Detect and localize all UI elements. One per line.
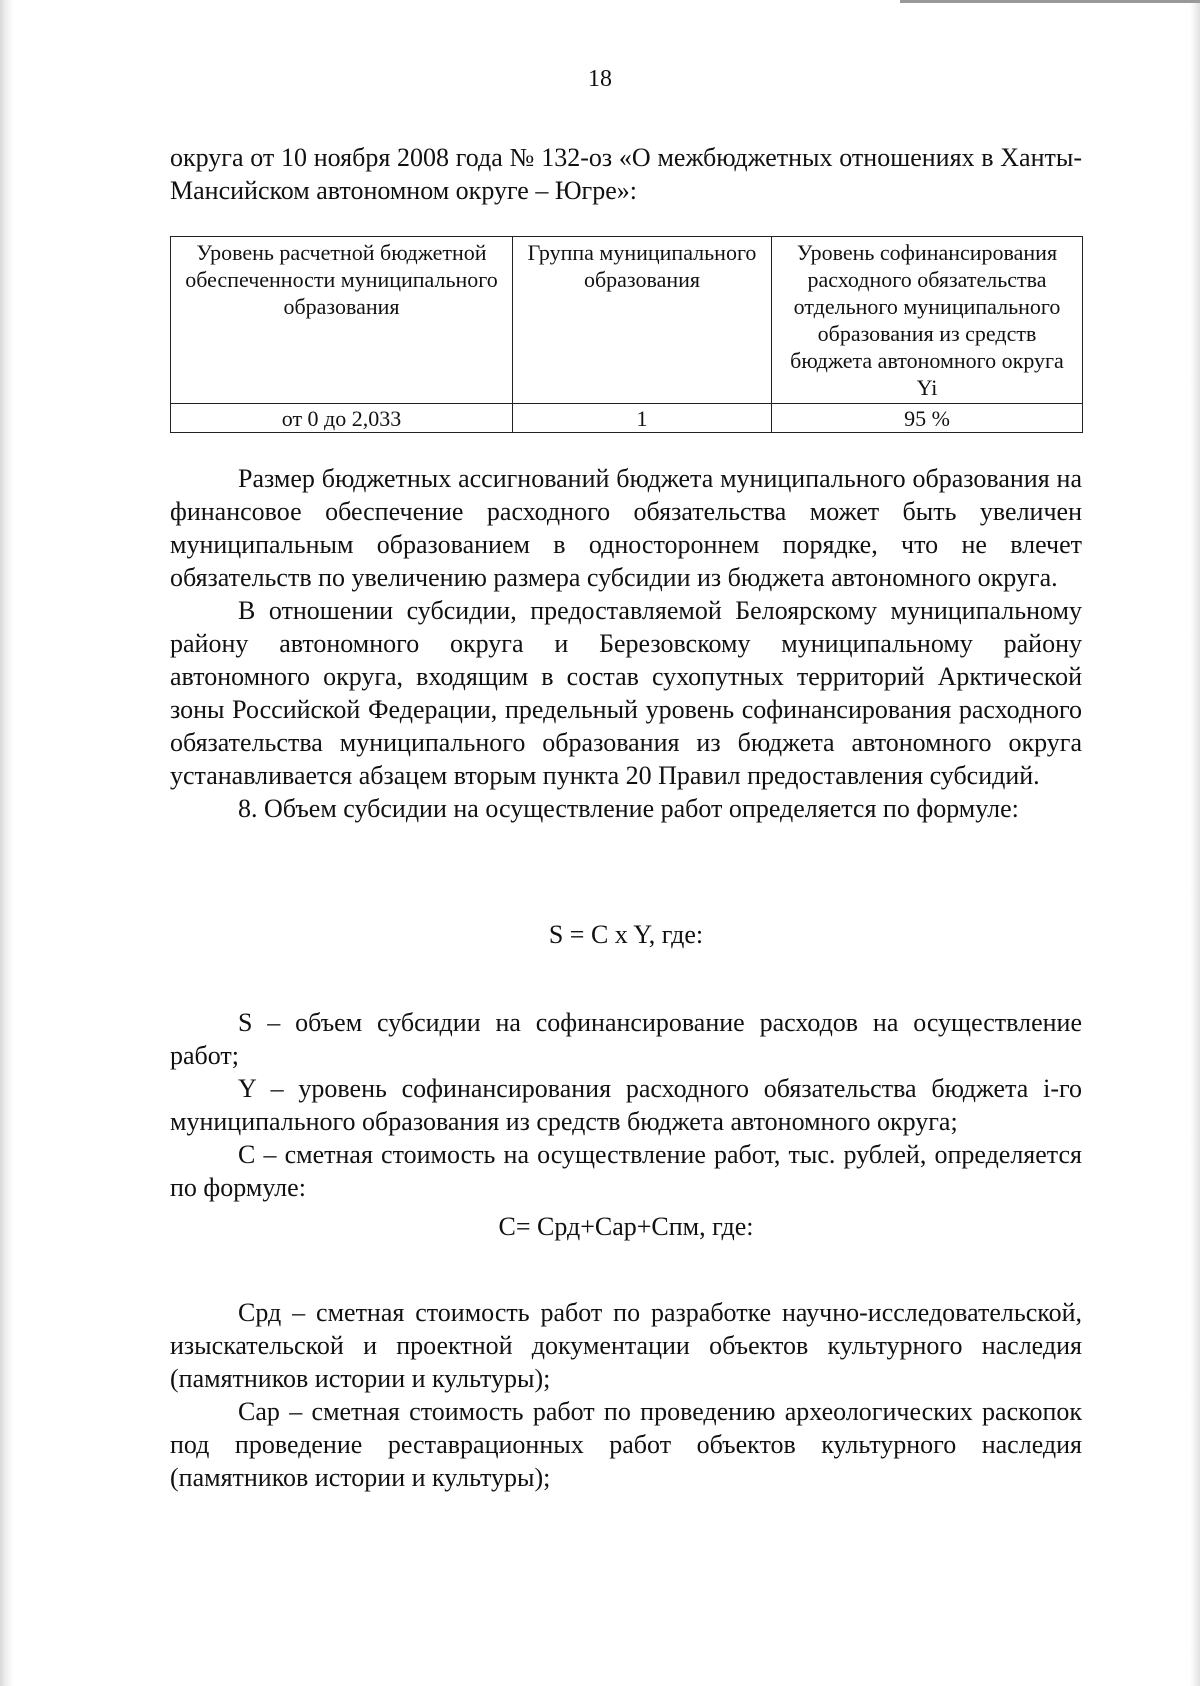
definitions-cost [170, 1296, 1082, 1494]
table-header-row [171, 237, 1083, 404]
header-cofinancing-level: Уровень софинансирования расходного обязательства отдельного муниципального образования из средств бюджета автономного округа Yi [772, 237, 1083, 404]
header-budget-level: Уровень расчетной бюджетной обеспеченности муниципального образования [171, 237, 513, 404]
definition-srd: Срд – сметная стоимость работ по разработке научно-исследовательской, изыскательской и проектной документации объектов культурного наследия (памятников истории и культуры); [170, 1298, 1082, 1393]
table-row [171, 404, 1083, 433]
intro-block [170, 141, 1082, 207]
scan-edge-right [1190, 0, 1200, 1686]
definition-s: S – объем субсидии на софинансирование расходов на осуществление работ; [170, 1008, 1082, 1070]
formula-cost: С= Срд+Сар+Спм, где: [498, 1212, 754, 1241]
cell-municipal-group: 1 [513, 404, 772, 433]
cofinancing-table [170, 236, 1083, 433]
formula-subsidy: S = C x Y, где: [548, 920, 704, 949]
paragraph-item-8: 8. Объем субсидии на осуществление работ определяется по формуле: [238, 794, 1019, 823]
cell-budget-level: от 0 до 2,033 [171, 404, 513, 433]
header-municipal-group: Группа муниципального образования [513, 237, 772, 404]
intro-paragraph: округа от 10 ноября 2008 года № 132-оз «О межбюджетных отношениях в Ханты-Мансийском автономном округе – Югре»: [170, 143, 1082, 205]
definition-sar: Сар – сметная стоимость работ по проведению археологических раскопок под проведение реставрационных работ объектов культурного наследия (памятников истории и культуры); [170, 1397, 1082, 1492]
definition-y: Y – уровень софинансирования расходного обязательства бюджета i-го муниципального образования из средств бюджета автономного округа; [170, 1074, 1082, 1136]
scan-edge-top [900, 0, 1200, 3]
paragraph-budget-size: Размер бюджетных ассигнований бюджета муниципального образования на финансовое обеспечение расходного обязательства может быть увеличен муниципальным образованием в одностороннем порядке, что не влечет обязательств по увеличению размера субсидии из бюджета автономного округа. [170, 464, 1082, 592]
page-number: 18 [588, 66, 612, 92]
body-paragraphs [170, 462, 1082, 825]
definitions-subsidy [170, 1006, 1082, 1204]
definition-c: С – сметная стоимость на осуществление работ, тыс. рублей, определяется по формуле: [170, 1140, 1082, 1202]
paragraph-arctic-zone: В отношении субсидии, предоставляемой Белоярскому муниципальному району автономного округа и Березовскому муниципальному району автономного округа, входящим в состав сухопутных территорий Арктической зоны Российской Федерации, предельный уровень софинансирования расходного обязательства муниципального образования из бюджета автономного округа устанавливается абзацем вторым пункта 20 Правил предоставления субсидий. [170, 596, 1082, 790]
cell-cofinancing-level: 95 % [772, 404, 1083, 433]
scan-edge-left [0, 0, 14, 1686]
